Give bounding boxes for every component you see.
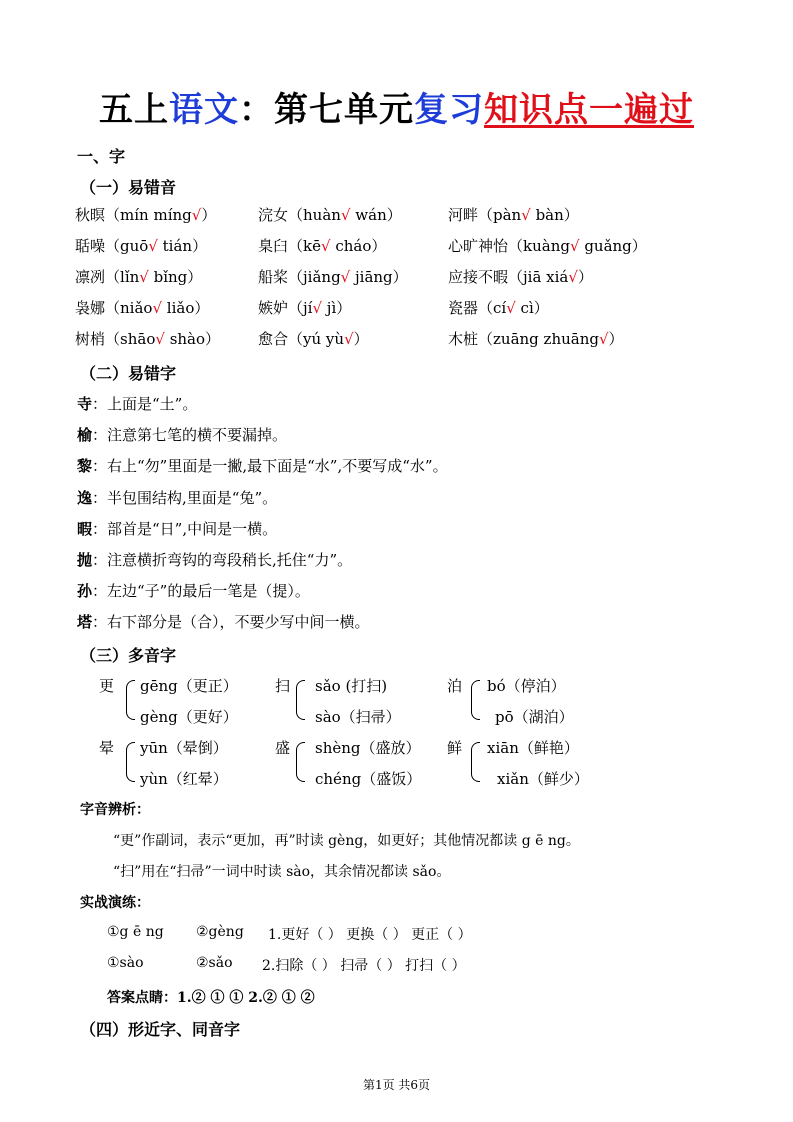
brace-icon xyxy=(296,680,305,720)
practice-option-2a: ①sào xyxy=(107,955,144,971)
polyphone-reading-2: pō（湖泊） xyxy=(495,708,574,726)
pronunciation-options-rest: ） xyxy=(201,206,217,224)
pronunciation-item xyxy=(448,328,624,349)
character-note xyxy=(77,549,352,570)
subsection-heading-characters: （二）易错字 xyxy=(80,364,177,383)
subsection-heading-pronunciation: （一）易错音 xyxy=(80,178,177,197)
character-note-text: ：左边“子”的最后一笔是（提）。 xyxy=(92,582,310,601)
brace-icon xyxy=(126,680,135,720)
pronunciation-options-rest: ） xyxy=(353,330,369,348)
polyphone-char: 更 xyxy=(99,677,115,695)
title-part-1: 五上 xyxy=(99,90,169,130)
pronunciation-word: 应接不暇 xyxy=(448,268,509,286)
character-note-char: 黎 xyxy=(77,457,93,476)
polyphone-reading-2: yùn（红晕） xyxy=(140,770,228,788)
pronunciation-item xyxy=(75,328,220,349)
pronunciation-options: （jí xyxy=(288,299,313,317)
pronunciation-options: （pàn xyxy=(478,206,522,224)
character-note-char: 孙 xyxy=(77,582,93,601)
practice-option-1b: ②gèng xyxy=(196,924,244,940)
subsection-heading-similar-characters: （四）形近字、同音字 xyxy=(80,1020,241,1039)
check-mark-icon: √ xyxy=(191,206,202,224)
polyphone-reading-1: sǎo (打扫) xyxy=(315,677,388,695)
pronunciation-item xyxy=(258,204,402,225)
pronunciation-options-rest: shào） xyxy=(164,330,221,348)
character-note-text: ：注意第七笔的横不要漏掉。 xyxy=(92,426,288,445)
pronunciation-options-rest: jiāng） xyxy=(350,268,408,286)
title-part-4: 复习 xyxy=(414,90,484,130)
pronunciation-options-rest: ） xyxy=(577,268,593,286)
pronunciation-item xyxy=(448,297,549,318)
pronunciation-item xyxy=(75,266,202,287)
pronunciation-options-rest: guǎng） xyxy=(579,237,647,255)
check-mark-icon: √ xyxy=(521,206,531,224)
polyphone-reading-1: xiān（鲜艳） xyxy=(487,739,579,757)
character-note xyxy=(77,424,287,445)
pronunciation-options: （huàn xyxy=(288,206,341,224)
pronunciation-item xyxy=(258,266,408,287)
polyphone-reading-1: shèng（盛放） xyxy=(315,739,421,757)
check-mark-icon: √ xyxy=(152,299,163,317)
check-mark-icon: √ xyxy=(569,237,580,255)
polyphone-reading-1: gēng（更正） xyxy=(140,677,238,695)
title-part-3: ：第七单元 xyxy=(239,90,414,130)
polyphone-reading-2: sào（扫帚） xyxy=(315,708,401,726)
practice-option-1a: ①g ē ng xyxy=(107,924,164,940)
polyphone-reading-2: xiǎn（鲜少） xyxy=(497,770,589,788)
character-note xyxy=(77,455,448,476)
pronunciation-options: （jiǎng xyxy=(288,268,341,286)
character-note-text: ：上面是“土”。 xyxy=(92,395,198,413)
pronunciation-word: 聒噪 xyxy=(75,237,106,255)
pronunciation-word: 愈合 xyxy=(258,330,289,348)
pronunciation-options-rest: liǎo） xyxy=(162,299,210,317)
check-mark-icon: √ xyxy=(340,206,351,224)
check-mark-icon: √ xyxy=(320,237,331,255)
page-title xyxy=(0,82,793,131)
pronunciation-item xyxy=(75,204,216,225)
check-mark-icon: √ xyxy=(340,268,351,286)
polyphone-reading-1: yūn（晕倒） xyxy=(140,739,228,757)
pronunciation-options: （niǎo xyxy=(105,299,153,317)
pronunciation-item xyxy=(258,235,386,256)
pronunciation-item xyxy=(448,266,593,287)
check-mark-icon: √ xyxy=(506,299,516,317)
character-note-char: 逸 xyxy=(77,488,93,507)
brace-icon xyxy=(471,742,480,782)
pronunciation-item xyxy=(448,235,647,256)
brace-icon xyxy=(296,742,305,782)
pronunciation-item xyxy=(75,235,207,256)
pronunciation-options: （lǐn xyxy=(105,268,140,286)
pronunciation-word: 船桨 xyxy=(258,268,289,286)
pronunciation-options: （jiā xiá xyxy=(508,268,569,286)
page-footer: 第1页 共6页 xyxy=(362,1078,431,1092)
subsection-heading-polyphones: （三）多音字 xyxy=(80,646,177,665)
pronunciation-options-rest: cháo） xyxy=(330,237,387,255)
character-note-char: 寺 xyxy=(77,395,93,413)
pronunciation-word: 瓷器 xyxy=(448,299,479,317)
pronunciation-options: （kē xyxy=(288,237,321,255)
character-note xyxy=(77,611,370,632)
polyphone-reading-2: gèng（更好） xyxy=(140,708,238,726)
practice-question-2: 2.扫除（ ） 扫帚（ ） 打扫（ ） xyxy=(262,958,466,974)
character-note-char: 榆 xyxy=(77,426,93,445)
character-note-char: 塔 xyxy=(77,613,93,632)
pronunciation-options: （kuàng xyxy=(508,237,570,255)
polyphone-char: 泊 xyxy=(447,677,463,695)
check-mark-icon: √ xyxy=(598,330,609,348)
polyphone-reading-1: bó（停泊） xyxy=(487,677,566,695)
pronunciation-options: （shāo xyxy=(105,330,156,348)
pronunciation-options-rest: wán） xyxy=(350,206,402,224)
pronunciation-options-rest: cì） xyxy=(515,299,549,317)
character-note-char: 暇 xyxy=(77,519,93,538)
polyphone-char: 晕 xyxy=(99,739,115,757)
polyphone-char: 鲜 xyxy=(447,739,463,757)
practice-label: 实战演练： xyxy=(80,895,150,911)
pronunciation-word: 浣女 xyxy=(258,206,289,224)
character-note xyxy=(77,580,310,601)
pronunciation-word: 嫉妒 xyxy=(258,299,289,317)
character-note-text: ：半包围结构,里面是“兔”。 xyxy=(92,488,278,507)
pronunciation-options: （guō xyxy=(105,237,149,255)
polyphone-char: 扫 xyxy=(275,677,291,695)
analysis-label: 字音辨析： xyxy=(80,802,150,818)
pronunciation-word: 凛冽 xyxy=(75,268,106,286)
brace-icon xyxy=(471,680,480,720)
section-heading-characters: 一、字 xyxy=(77,147,126,166)
pronunciation-word: 树梢 xyxy=(75,330,106,348)
pronunciation-item xyxy=(258,297,351,318)
character-note-char: 抛 xyxy=(77,551,93,569)
pronunciation-options: （zuāng zhuāng xyxy=(478,330,599,348)
check-mark-icon: √ xyxy=(155,330,165,348)
pronunciation-word: 臬臼 xyxy=(258,237,289,255)
pronunciation-word: 秋暝 xyxy=(75,206,106,224)
pronunciation-word: 河畔 xyxy=(448,206,479,224)
pronunciation-options-rest: bǐng） xyxy=(148,268,203,286)
polyphone-reading-2: chéng（盛饭） xyxy=(315,770,422,788)
character-note-text: ：右上“勿”里面是一撇,最下面是“水”,不要写成“水”。 xyxy=(92,457,448,476)
polyphone-char: 盛 xyxy=(275,739,291,757)
pronunciation-options-rest: bàn） xyxy=(530,206,579,224)
analysis-line-1: “更”作副词，表示“更加，再”时读 gèng，如更好；其他情况都读 g ē ng。 xyxy=(113,833,580,849)
character-note-text: ：部首是“日”,中间是一横。 xyxy=(92,519,278,538)
character-note xyxy=(77,518,277,539)
check-mark-icon: √ xyxy=(148,237,158,255)
character-note-text: ：右下部分是（合），不要少写中间一横。 xyxy=(92,613,370,632)
brace-icon xyxy=(126,742,135,782)
pronunciation-word: 木桩 xyxy=(448,330,479,348)
practice-option-2b: ②sǎo xyxy=(196,955,233,971)
pronunciation-options-rest: jì） xyxy=(322,299,352,317)
pronunciation-word: 袅娜 xyxy=(75,299,106,317)
pronunciation-options-rest: tián） xyxy=(157,237,208,255)
check-mark-icon: √ xyxy=(344,330,354,348)
pronunciation-item xyxy=(75,297,209,318)
pronunciation-item xyxy=(258,328,369,349)
check-mark-icon: √ xyxy=(139,268,149,286)
pronunciation-options: （yú yù xyxy=(288,330,345,348)
check-mark-icon: √ xyxy=(568,268,578,286)
character-note xyxy=(77,487,277,508)
practice-answer: 答案点睛：1.② ① ① 2.② ① ② xyxy=(107,990,315,1006)
check-mark-icon: √ xyxy=(312,299,323,317)
analysis-line-2: “扫”用在“扫帚”一词中时读 sào，其余情况都读 sǎo。 xyxy=(113,864,451,880)
title-part-2: 语文 xyxy=(169,90,239,130)
character-note xyxy=(77,393,197,414)
practice-question-1: 1.更好（ ） 更换（ ） 更正（ ） xyxy=(268,927,472,943)
pronunciation-item xyxy=(448,204,579,225)
pronunciation-options: （mín míng xyxy=(105,206,192,224)
title-part-5: 知识点一遍过 xyxy=(484,90,694,130)
pronunciation-options-rest: ） xyxy=(608,330,624,348)
pronunciation-options: （cí xyxy=(478,299,507,317)
pronunciation-word: 心旷神怡 xyxy=(448,237,509,255)
character-note-text: ：注意横折弯钩的弯段稍长,托住“力”。 xyxy=(92,551,353,569)
